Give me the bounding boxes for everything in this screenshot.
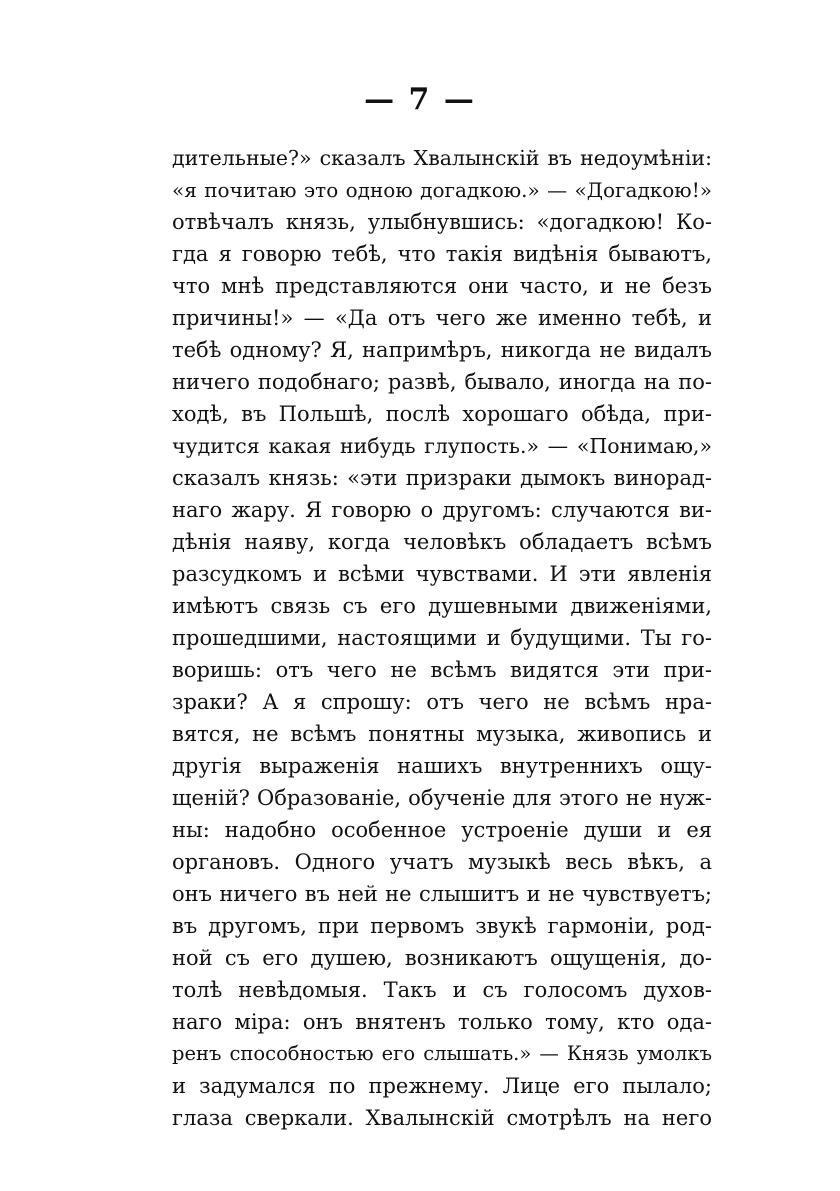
text-line: органовъ. Одного учатъ музыкѣ весь вѣкъ, а [172, 850, 712, 874]
text-line: онъ ничего въ ней не слышитъ и не чувствуетъ; [172, 882, 712, 906]
text-line: тебѣ одному? Я, напримѣръ, никогда не видалъ [172, 338, 712, 362]
text-line: сказалъ князь: «эти призраки дымокъ винорад- [172, 466, 712, 490]
text-line: прошедшими, настоящими и будущими. Ты го- [172, 626, 712, 650]
text-line: глаза сверкали. Хвалынскій смотрѣлъ на него [172, 1106, 712, 1130]
text-line: отвѣчалъ князь, улыбнувшись: «догадкою! Ко- [172, 210, 712, 234]
text-line: вятся, не всѣмъ понятны музыка, живопись и [172, 722, 712, 746]
text-line: толѣ невѣдомыя. Такъ и съ голосомъ духов- [172, 978, 712, 1002]
text-line: воришь: отъ чего не всѣмъ видятся эти при- [172, 658, 712, 682]
text-line: зраки? А я спрошу: отъ чего не всѣмъ нра- [172, 690, 712, 714]
text-line: имѣютъ связь съ его душевными движеніями, [172, 594, 712, 618]
text-line: что мнѣ представляются они часто, и не безъ [172, 274, 712, 298]
text-line: ной съ его душею, возникаютъ ощущенія, до- [172, 946, 712, 970]
text-line: дѣнія наяву, когда человѣкъ обладаетъ всѣмъ [172, 530, 712, 554]
text-line: ны: надобно особенное устроеніе души и ея [172, 818, 712, 842]
text-line: наго міра: онъ внятенъ только тому, кто ода- [172, 1010, 712, 1034]
text-line: ходѣ, въ Польшѣ, послѣ хорошаго обѣда, при- [172, 402, 712, 426]
text-line: въ другомъ, при первомъ звукѣ гармоніи, род- [172, 914, 712, 938]
text-line: ничего подобнаго; развѣ, бывало, иногда на по- [172, 370, 712, 394]
text-line: другія выраженія нашихъ внутреннихъ ощу- [172, 754, 712, 778]
text-line: «я почитаю это одною догадкою.» — «Догадкою!» [172, 178, 712, 202]
text-line: гда я говорю тебѣ, что такія видѣнія бываютъ, [172, 242, 712, 266]
text-line: чудится какая нибудь глупость.» — «Понимаю,» [172, 434, 712, 458]
text-line: щеній? Образованіе, обученіе для этого не нуж- [172, 786, 712, 810]
text-line: ренъ способностью его слышать.» — Князь умолкъ [172, 1042, 712, 1065]
text-line: и задумался по прежнему. Лице его пылало; [172, 1074, 712, 1098]
text-line: дительные?» сказалъ Хвалынскій въ недоумѣніи: [172, 146, 712, 170]
text-line: разсудкомъ и всѣми чувствами. И эти явленія [172, 562, 712, 586]
page-number: — 7 — [364, 82, 476, 117]
text-line: причины!» — «Да отъ чего же именно тебѣ, и [172, 306, 712, 330]
body-text [172, 142, 712, 1134]
text-line: наго жару. Я говорю о другомъ: случаются ви- [172, 498, 712, 522]
